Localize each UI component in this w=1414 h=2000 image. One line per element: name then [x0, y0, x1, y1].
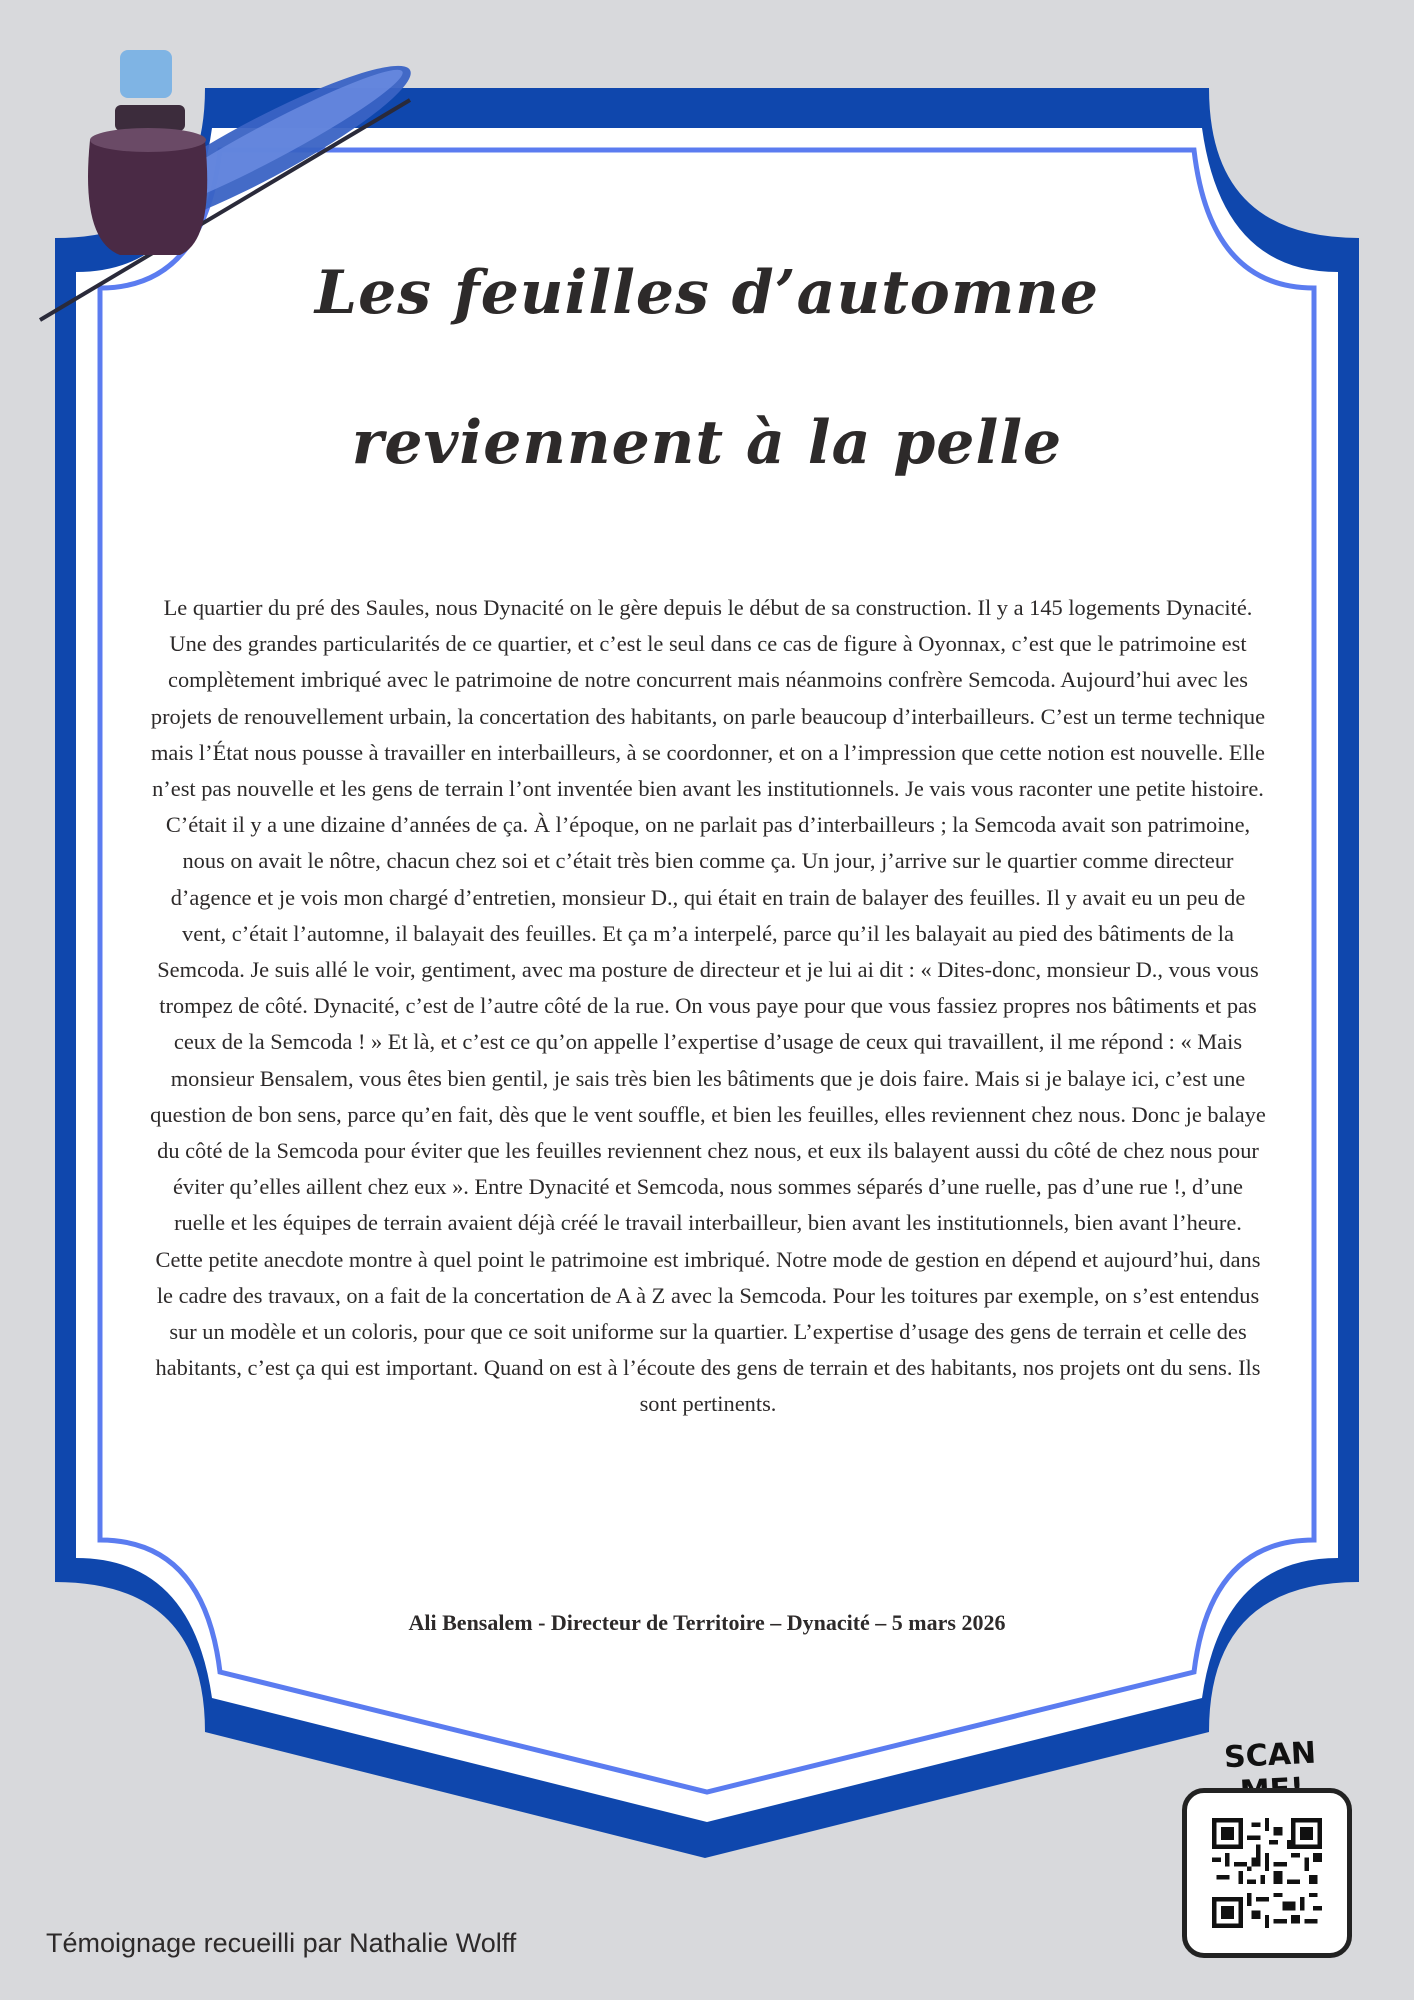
- qr-code-icon: [1212, 1818, 1322, 1928]
- paragraph: Le quartier du pré des Saules, nous Dynacité on le gère depuis le début de sa construction. Il y a 145 logements Dynacité. Une des grandes particularités de ce quartier, et c’est le seul dans ce cas de figure à Oyonnax, c’est que le patrimoine est complètement imbriqué avec le patrimoine de notre concurrent mais néanmoins confrère Semcoda. Aujourd’hui avec les projets de renouvellement urbain, la concertation des habitants, on parle beaucoup d’interbailleurs. C’est un terme technique mais l’État nous pousse à travailler en interbailleurs, à se coordonner, et on a l’impression que cette notion est nouvelle. Elle n’est pas nouvelle et les gens de terrain l’ont inventée bien avant les institutionnels. Je vais vous raconter une petite histoire. C’était il y a une dizaine d’années de ça. À l’époque, on ne parlait pas d’interbailleurs ; la Semcoda avait son patrimoine, nous on avait le nôtre, chacun chez soi et c’était très bien comme ça. Un jour, j’arrive sur le quartier comme directeur d’agence et je vois mon chargé d’entretien, monsieur D., qui était en train de balayer des feuilles. Il y avait eu un peu de vent, c’était l’automne, il balayait des feuilles. Et ça m’a interpelé, parce qu’il les balayait au pied des bâtiments de la Semcoda. Je suis allé le voir, gentiment, avec ma posture de directeur et je lui ai dit : « Dites-donc, monsieur D., vous vous trompez de côté. Dynacité, c’est de l’autre côté de la rue. On vous paye pour que vous fassiez propres nos bâtiments et pas ceux de la Semcoda ! » Et là, et c’est ce qu’on appelle l’expertise d’usage de ceux qui travaillent, il me répond : « Mais monsieur Bensalem, vous êtes bien gentil, je sais très bien les bâtiments que je dois faire. Mais si je balaye ici, c’est une question de bon sens, parce qu’en fait, dès que le vent souffle, et bien les feuilles, elles reviennent chez nous. Donc je balaye du côté de la Semcoda pour éviter que les feuilles reviennent chez nous, et eux ils balayent aussi du côté de chez nous pour éviter qu’elles aillent chez eux ». Entre Dynacité et Semcoda, nous sommes séparés d’une ruelle, pas d’une rue !, d’une ruelle et les équipes de terrain avaient déjà créé le travail interbailleur, bien avant les institutionnels, bien avant l’heure.: [150, 595, 1266, 1236]
- footer-credit: Témoignage recueilli par Nathalie Wolff: [46, 1928, 517, 1958]
- scan-me-label: SCAN: [1223, 1735, 1317, 1776]
- author-signature: Ali Bensalem - Directeur de Territoire – Dynacité – 5 mars 2026: [408, 1610, 1006, 1635]
- page-title-line2: reviennent à la pelle: [351, 408, 1063, 478]
- page-title-line1: Les feuilles d’automne: [314, 258, 1100, 328]
- testimony-text: [150, 590, 1266, 1423]
- qr-code-box[interactable]: [1182, 1788, 1352, 1958]
- paragraph: Cette petite anecdote montre à quel point le patrimoine est imbriqué. Notre mode de gestion en dépend et aujourd’hui, dans le cadre des travaux, on a fait de la concertation de A à Z avec la Semcoda. Pour les toitures par exemple, on s’est entendus sur un modèle et un coloris, pour que ce soit uniforme sur la quartier. L’expertise d’usage des gens de terrain et celle des habitants, c’est ça qui est important. Quand on est à l’écoute des gens de terrain et des habitants, nos projets ont du sens. Ils sont pertinents.: [155, 1246, 1261, 1417]
